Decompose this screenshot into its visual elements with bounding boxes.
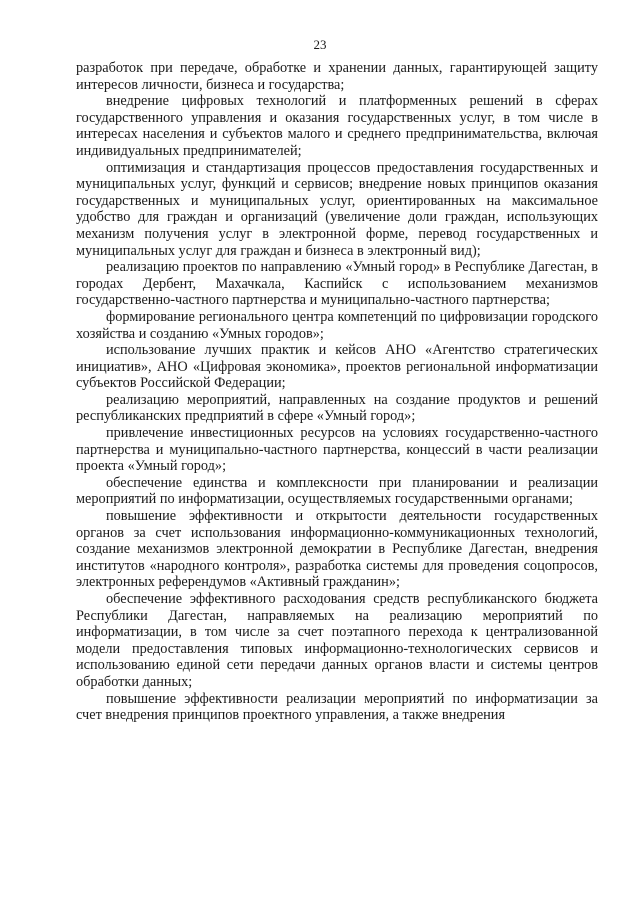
page-number: 23: [313, 37, 327, 52]
document-body: [76, 60, 598, 724]
paragraph: разработок при передаче, обработке и хранении данных, гарантирующей защиту интересов личности, бизнеса и государства;: [76, 60, 598, 93]
paragraph: оптимизация и стандартизация процессов предоставления государственных и муниципальных услуг, функций и сервисов; внедрение новых принципов оказания государственных и муниципальных услуг, ориентированных на максимальное удобство для граждан и организаций (увеличение доли граждан, использующих механизм получения услуг в электронной форме, перевод государственных и муниципальных услуг для граждан и бизнеса в электронный вид);: [76, 159, 598, 259]
paragraph: повышение эффективности и открытости деятельности государственных органов за счет использования информационно-коммуникационных технологий, создание механизмов электронной демократии в Республике Дагестан, внедрения институтов «народного контроля», разработка системы для проведения соцопросов, электронных референдумов «Активный гражданин»;: [76, 508, 598, 591]
paragraph: привлечение инвестиционных ресурсов на условиях государственно-частного партнерства и муниципально-частного партнерства, концессий в части реализации проекта «Умный город»;: [76, 425, 598, 475]
paragraph: повышение эффективности реализации мероприятий по информатизации за счет внедрения принципов проектного управления, а также внедрения: [76, 690, 598, 724]
paragraph: внедрение цифровых технологий и платформенных решений в сферах государственного управления и оказания государственных услуг, в том числе в интересах населения и субъектов малого и среднего предпринимательства, включая индивидуальных предпринимателей;: [76, 93, 598, 159]
paragraph: реализацию проектов по направлению «Умный город» в Республике Дагестан, в городах Дербент, Махачкала, Каспийск с использованием механизмов государственно-частного партнерства и муниципально-частного партнерства;: [76, 259, 598, 309]
paragraph: использование лучших практик и кейсов АНО «Агентство стратегических инициатив», АНО «Цифровая экономика», проектов региональной информатизации субъектов Российской Федерации;: [76, 342, 598, 392]
paragraph: формирование регионального центра компетенций по цифровизации городского хозяйства и созданию «Умных городов»;: [76, 308, 598, 342]
paragraph: реализацию мероприятий, направленных на создание продуктов и решений республиканских предприятий в сфере «Умный город»;: [76, 391, 598, 425]
paragraph: обеспечение единства и комплексности при планировании и реализации мероприятий по информатизации, осуществляемых государственными органами;: [76, 474, 598, 508]
paragraph: обеспечение эффективного расходования средств республиканского бюджета Республики Дагестан, направляемых на реализацию мероприятий по информатизации, в том числе за счет поэтапного перехода к централизованной модели предоставления типовых информационно-технологических сервисов и использованию единой сети передачи данных органов власти и системы центров обработки данных;: [76, 591, 598, 690]
